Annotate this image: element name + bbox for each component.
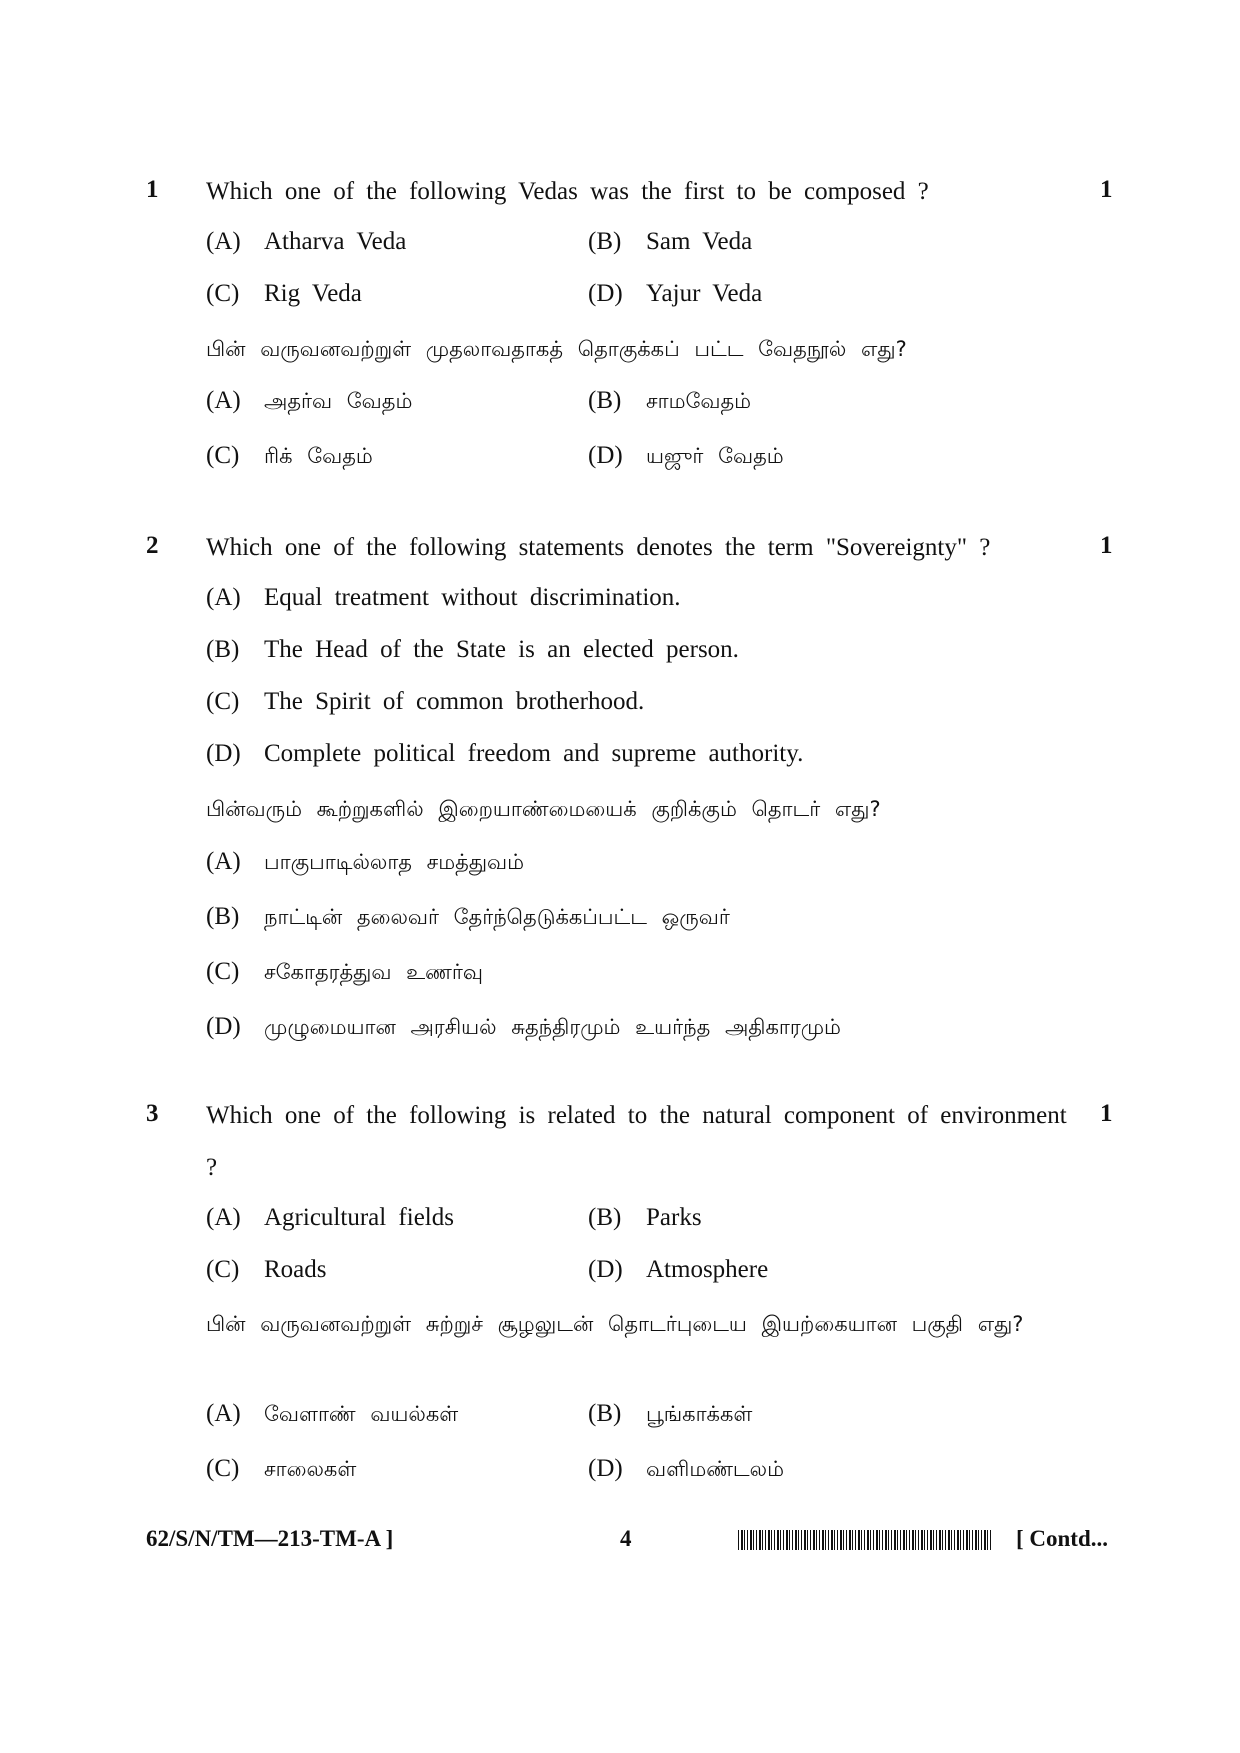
- barcode-icon: [738, 1530, 992, 1550]
- option-d: (D) Complete political freedom and supreme authority.: [206, 740, 804, 767]
- continued-label: [ Contd...: [1016, 1526, 1109, 1551]
- option-c: (C) Rig Veda: [206, 280, 362, 307]
- tamil-option-a: (A) வேளாண் வயல்கள்: [206, 1400, 459, 1427]
- option-b: (B) The Head of the State is an elected person.: [206, 636, 739, 663]
- tamil-option-c: (C) ரிக் வேதம்: [206, 442, 373, 469]
- question-number: 3: [146, 1100, 159, 1127]
- question-marks: 1: [1100, 176, 1113, 203]
- option-c: (C) The Spirit of common brotherhood.: [206, 688, 645, 715]
- option-c: (C) Roads: [206, 1256, 327, 1283]
- question-marks: 1: [1100, 532, 1113, 559]
- option-d: (D) Yajur Veda: [588, 280, 763, 307]
- option-a: (A) Atharva Veda: [206, 228, 407, 255]
- page-number: 4: [620, 1526, 632, 1551]
- tamil-option-c: (C) சகோதரத்துவ உணர்வு: [206, 958, 483, 985]
- tamil-option-b: (B) சாமவேதம்: [588, 387, 752, 414]
- question-number: 2: [146, 532, 159, 559]
- tamil-option-a: (A) பாகுபாடில்லாத சமத்துவம்: [206, 848, 525, 875]
- question-text: Which one of the following statements denotes the term "Sovereignty" ?: [206, 534, 991, 561]
- tamil-option-d: (D) யஜுர் வேதம்: [588, 442, 784, 469]
- tamil-option-a: (A) அதர்வ வேதம்: [206, 387, 413, 414]
- option-d: (D) Atmosphere: [588, 1256, 769, 1283]
- tamil-option-d: (D) வளிமண்டலம்: [588, 1455, 784, 1482]
- tamil-question-text: பின் வருவனவற்றுள் முதலாவதாகத் தொகுக்கப் பட்ட வேதநூல் எது?: [206, 337, 907, 361]
- option-b: (B) Parks: [588, 1204, 702, 1231]
- question-number: 1: [146, 176, 159, 203]
- tamil-question-text: பின் வருவனவற்றுள் சுற்றுச் சூழலுடன் தொடர்புடைய இயற்கையான பகுதி எது?: [206, 1312, 1024, 1336]
- question-marks: 1: [1100, 1100, 1113, 1127]
- tamil-question-text: பின்வரும் கூற்றுகளில் இறையாண்மையைக் குறிக்கும் தொடர் எது?: [206, 797, 881, 821]
- option-b: (B) Sam Veda: [588, 228, 753, 255]
- tamil-option-c: (C) சாலைகள்: [206, 1455, 357, 1482]
- option-a: (A) Agricultural fields: [206, 1204, 454, 1231]
- option-a: (A) Equal treatment without discrimination.: [206, 584, 681, 611]
- tamil-option-d: (D) முழுமையான அரசியல் சுதந்திரமும் உயர்ந்த அதிகாரமும்: [206, 1013, 841, 1040]
- tamil-option-b: (B) பூங்காக்கள்: [588, 1400, 753, 1427]
- tamil-option-b: (B) நாட்டின் தலைவர் தேர்ந்தெடுக்கப்பட்ட ஒருவர்: [206, 903, 730, 930]
- page-footer: [0, 1526, 1240, 1558]
- question-text: Which one of the following is related to the natural component of environment ?: [206, 1102, 1067, 1181]
- paper-code: 62/S/N/TM—213-TM-A ]: [146, 1526, 394, 1551]
- question-text: Which one of the following Vedas was the first to be composed ?: [206, 178, 929, 205]
